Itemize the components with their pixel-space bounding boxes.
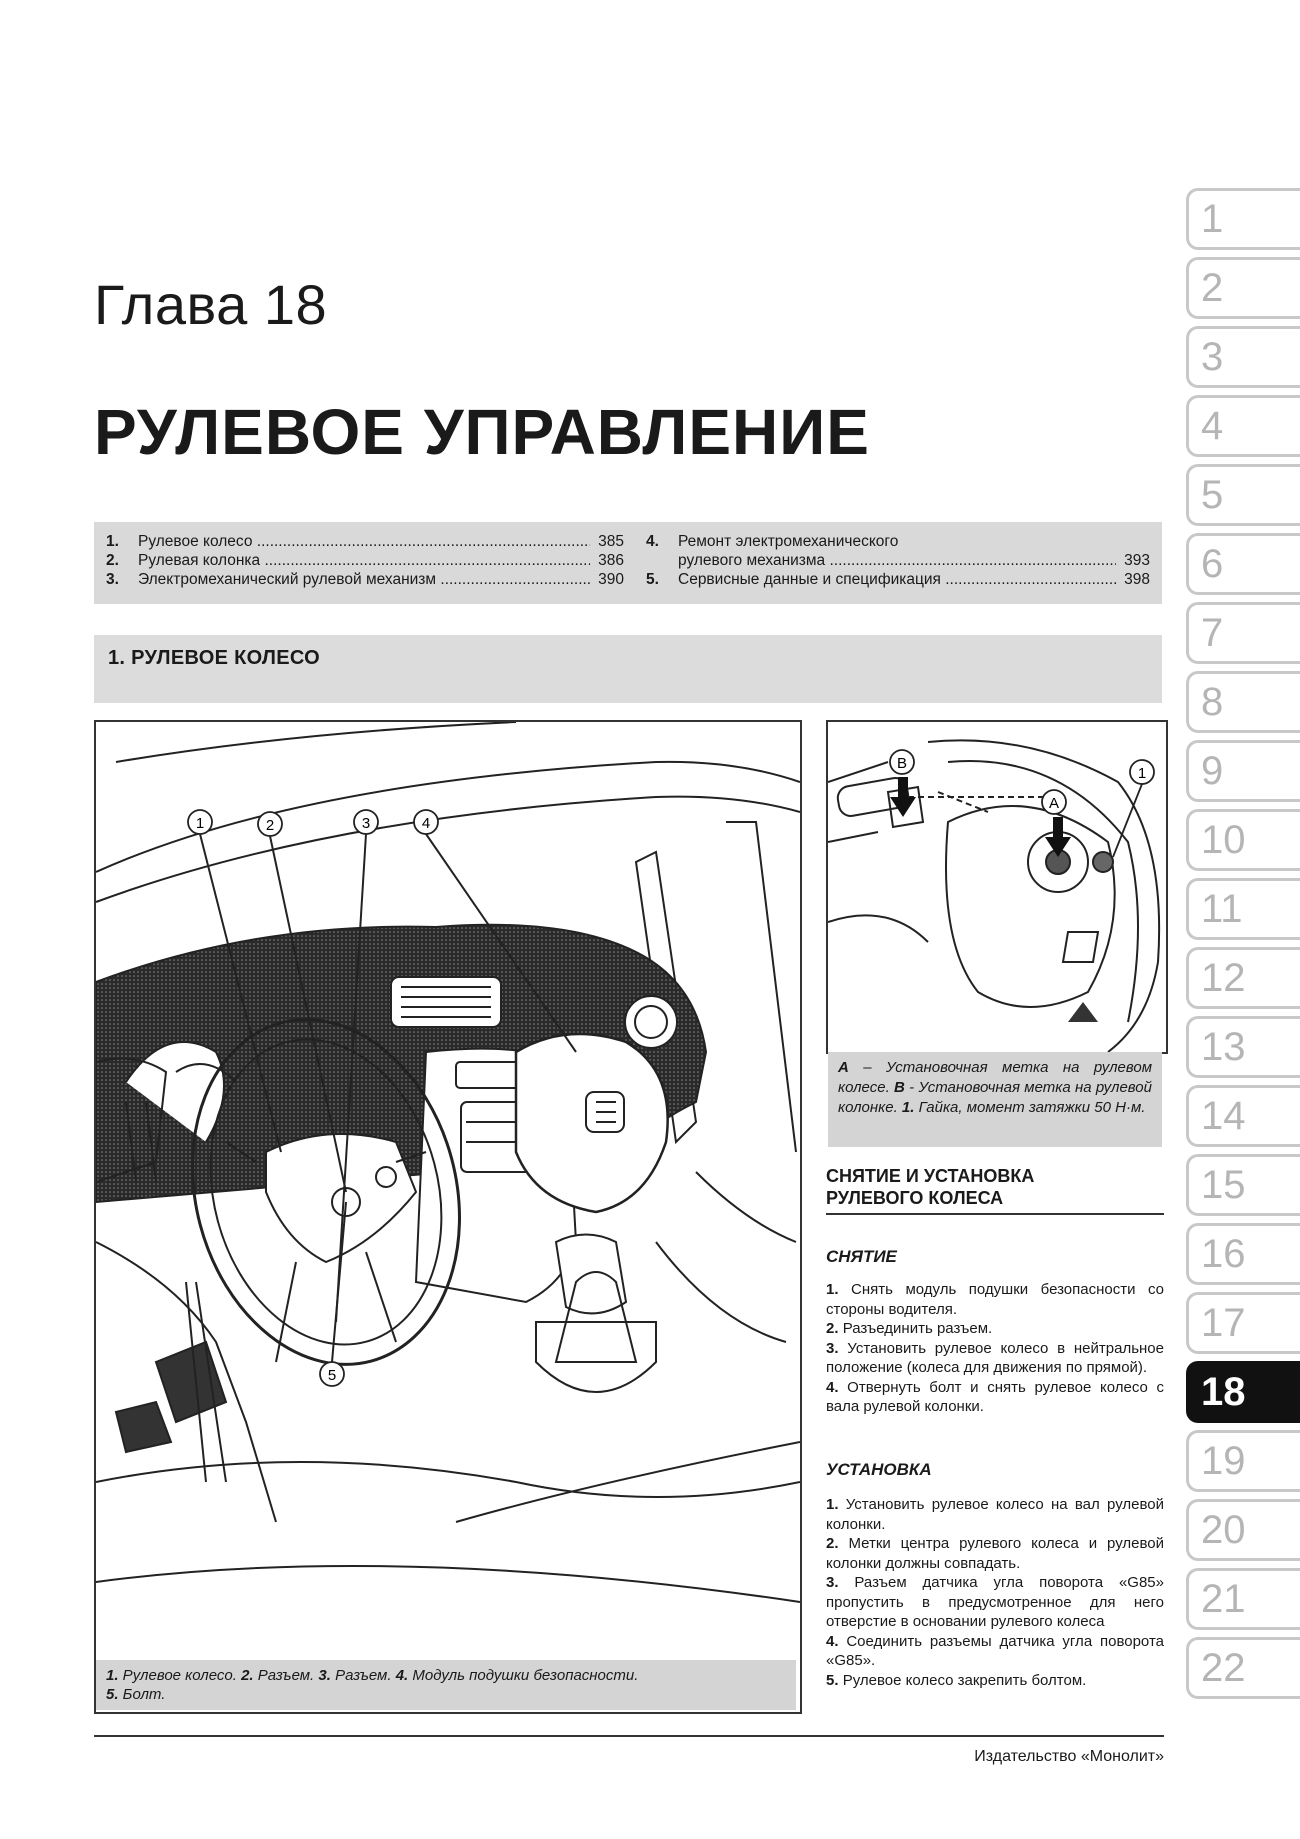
tab-chapter-5[interactable]: 5 — [1186, 464, 1300, 526]
callout-5 — [320, 1362, 344, 1386]
caption-key: A — [838, 1059, 849, 1076]
list-item: 1. Установить рулевое колесо на вал рулевой колонки. — [826, 1496, 1164, 1533]
tab-chapter-1[interactable]: 1 — [1186, 188, 1300, 250]
toc-page: 398 — [1124, 571, 1150, 588]
footer-divider — [94, 1735, 1164, 1737]
toc-item[interactable] — [646, 532, 1150, 551]
caption-text: Гайка, момент затяжки 50 Н·м. — [914, 1099, 1146, 1116]
figure-main-caption — [96, 1660, 796, 1710]
procedure-heading-line: СНЯТИЕ И УСТАНОВКА — [826, 1166, 1035, 1186]
toc-item-continuation[interactable] — [646, 551, 1150, 570]
list-item: 4. Соединить разъемы датчика угла поворота «G85». — [826, 1632, 1164, 1669]
tab-chapter-20[interactable]: 20 — [1186, 1499, 1300, 1561]
tab-chapter-11[interactable]: 11 — [1186, 878, 1300, 940]
list-item: 4. Отвернуть болт и снять рулевое колесо с вала рулевой колонки. — [826, 1378, 1165, 1415]
tab-chapter-22[interactable]: 22 — [1186, 1637, 1300, 1699]
tab-chapter-17[interactable]: 17 — [1186, 1292, 1300, 1354]
tab-chapter-10[interactable]: 10 — [1186, 809, 1300, 871]
procedure-heading — [826, 1165, 1164, 1215]
callout-label: 1 — [195, 815, 205, 832]
figure-side-caption — [828, 1052, 1162, 1147]
alignment-marks-illustration — [826, 720, 1168, 1054]
toc-text: Рулевое колесо ..... — [138, 532, 590, 551]
callout-b — [890, 750, 914, 774]
section-header — [94, 635, 1162, 703]
toc-text: Электромеханический рулевой механизм ..... — [138, 570, 590, 589]
list-item: 5. Рулевое колесо закрепить болтом. — [826, 1671, 1087, 1689]
caption-text: Разъем. — [330, 1667, 396, 1684]
install-steps — [826, 1495, 1164, 1690]
dashboard-drawing — [96, 722, 800, 1712]
caption-text: Рулевое колесо. — [118, 1667, 242, 1684]
toc-page: 386 — [598, 552, 624, 569]
caption-num: 5. — [106, 1686, 119, 1703]
tab-chapter-14[interactable]: 14 — [1186, 1085, 1300, 1147]
tab-chapter-7[interactable]: 7 — [1186, 602, 1300, 664]
list-item: 1. Снять модуль подушки безопасности со стороны водителя. — [826, 1281, 1165, 1318]
toc-text: рулевого механизма ..... — [678, 551, 1116, 570]
install-title: УСТАНОВКА — [826, 1460, 932, 1479]
caption-text: Разъем. — [253, 1667, 319, 1684]
tab-chapter-21[interactable]: 21 — [1186, 1568, 1300, 1630]
callout-2 — [258, 812, 282, 836]
toc-page: 385 — [598, 533, 624, 550]
caption-num: 3. — [318, 1667, 331, 1684]
tab-chapter-8[interactable]: 8 — [1186, 671, 1300, 733]
callout-label: 4 — [421, 815, 431, 832]
caption-key: B — [894, 1079, 905, 1096]
tab-chapter-12[interactable]: 12 — [1186, 947, 1300, 1009]
tab-chapter-2[interactable]: 2 — [1186, 257, 1300, 319]
steering-wheel-illustration — [94, 720, 802, 1714]
tab-chapter-16[interactable]: 16 — [1186, 1223, 1300, 1285]
list-item: 3. Установить рулевое колесо в нейтральное положение (колеса для движения по прямой). — [826, 1339, 1164, 1376]
chapter-title: РУЛЕВОЕ УПРАВЛЕНИЕ — [94, 396, 870, 468]
tab-chapter-9[interactable]: 9 — [1186, 740, 1300, 802]
toc-text: Ремонт электромеханического — [678, 533, 899, 550]
toc-page: 393 — [1124, 552, 1150, 569]
tab-chapter-6[interactable]: 6 — [1186, 533, 1300, 595]
list-item: 2. Разъединить разъем. — [826, 1320, 993, 1337]
toc-item[interactable] — [106, 532, 624, 551]
tab-chapter-13[interactable]: 13 — [1186, 1016, 1300, 1078]
tab-chapter-18[interactable]: 18 — [1186, 1361, 1300, 1423]
toc-num: 1. — [106, 533, 119, 550]
toc-num: 5. — [646, 571, 659, 588]
toc-item[interactable] — [646, 570, 1150, 589]
alignment-drawing — [828, 722, 1166, 1052]
section-title: 1. РУЛЕВОЕ КОЛЕСО — [108, 647, 321, 669]
caption-text: - Установочная метка на рулевой колонке. — [838, 1079, 1152, 1116]
toc-item[interactable] — [106, 570, 624, 589]
tab-chapter-4[interactable]: 4 — [1186, 395, 1300, 457]
caption-num: 2. — [241, 1667, 254, 1684]
list-item: 3. Разъем датчика угла поворота «G85» пропустить в предусмотренное для него отверстие в основании рулевого колеса — [826, 1574, 1164, 1630]
callout-label: 5 — [327, 1367, 337, 1384]
toc-item[interactable] — [106, 551, 624, 570]
removal-steps — [826, 1280, 1164, 1417]
toc-num: 2. — [106, 552, 119, 569]
caption-text: Модуль подушки безопасности. — [408, 1667, 639, 1684]
toc-page: 390 — [598, 571, 624, 588]
callout-label: 1 — [1137, 765, 1147, 782]
caption-text: – Установочная метка на рулевом колесе. — [838, 1059, 1152, 1096]
callout-4 — [414, 810, 438, 834]
callout-label: B — [896, 755, 908, 772]
procedure-heading-line: РУЛЕВОГО КОЛЕСА — [826, 1188, 1004, 1208]
toc-text: Сервисные данные и спецификация ..... — [678, 570, 1116, 589]
caption-text: Болт. — [118, 1686, 166, 1703]
table-of-contents — [94, 522, 1162, 604]
removal-title: СНЯТИЕ — [826, 1247, 897, 1266]
toc-num: 3. — [106, 571, 119, 588]
chapter-label: Глава 18 — [94, 273, 328, 336]
publisher-label: Издательство «Монолит» — [974, 1748, 1164, 1765]
tab-chapter-19[interactable]: 19 — [1186, 1430, 1300, 1492]
callout-label: 3 — [361, 815, 371, 832]
callout-a — [1042, 790, 1066, 814]
tab-chapter-3[interactable]: 3 — [1186, 326, 1300, 388]
callout-3 — [354, 810, 378, 834]
caption-num: 1. — [106, 1667, 119, 1684]
caption-num: 4. — [395, 1667, 409, 1684]
caption-key: 1. — [901, 1099, 915, 1116]
list-item: 2. Метки центра рулевого колеса и рулевой колонки должны совпадать. — [826, 1535, 1164, 1572]
callout-1 — [188, 810, 212, 834]
callout-label: 2 — [265, 817, 275, 834]
callout-label: A — [1048, 795, 1060, 812]
tab-chapter-15[interactable]: 15 — [1186, 1154, 1300, 1216]
toc-text: Рулевая колонка ..... — [138, 551, 590, 570]
callout-1 — [1130, 760, 1154, 784]
toc-num: 4. — [646, 533, 659, 550]
